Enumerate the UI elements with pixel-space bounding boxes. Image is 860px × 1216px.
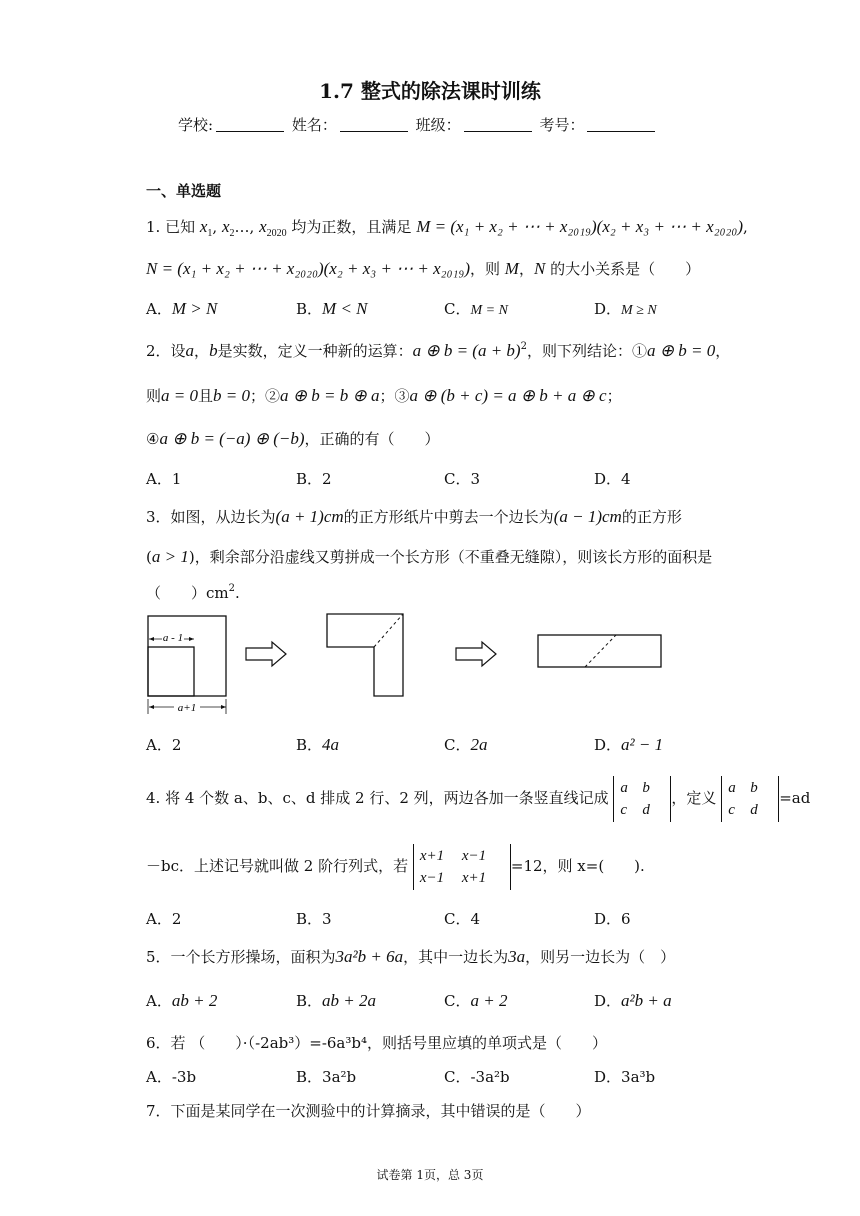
q4-determinant-notation: a b c d — [613, 776, 671, 822]
q4-option-b[interactable]: B．3 — [296, 910, 332, 928]
q1-n-expression: N = (x₁ + x₂ + ⋯ + x₂₀₂₀)(x₂ + x₃ + ⋯ + x₂₀₁₉) — [146, 259, 470, 278]
q1-option-b[interactable]: B．M < N — [296, 299, 368, 318]
class-blank[interactable] — [464, 116, 532, 132]
q3-option-d[interactable]: D．a² − 1 — [594, 735, 664, 754]
q2-option-c[interactable]: C．3 — [444, 470, 481, 488]
school-blank[interactable] — [216, 116, 284, 132]
q1-x2: $x_2$ — [221, 217, 235, 239]
q3-option-c[interactable]: C．2a — [444, 735, 488, 754]
arrow-icon — [246, 642, 286, 666]
name-blank[interactable] — [340, 116, 408, 132]
l-shape — [327, 614, 403, 696]
section-heading: 一、单选题 — [146, 182, 222, 200]
school-label: 学校: — [178, 116, 214, 134]
q2-option-d[interactable]: D．4 — [594, 470, 631, 488]
big-square — [148, 616, 226, 696]
q3-figure — [140, 610, 680, 720]
q4-line2: －bc．上述记号就叫做 2 阶行列式，若 x+1 x−1 x−1 x+1=12，则 x=( ). — [146, 844, 645, 890]
q6-option-c[interactable]: C．-3a²b — [444, 1068, 510, 1086]
q2-option-b[interactable]: B．2 — [296, 470, 332, 488]
q5-option-b[interactable]: B．ab + 2a — [296, 991, 377, 1010]
q1-text2: 均为正数，且满足 — [291, 218, 412, 236]
q5-option-a[interactable]: A．ab + 2 — [146, 991, 218, 1010]
q4-determinant-equation: x+1 x−1 x−1 x+1 — [413, 844, 511, 890]
class-label: 班级： — [415, 116, 461, 134]
student-info-line — [178, 114, 658, 135]
q6-option-d[interactable]: D．3a³b — [594, 1068, 656, 1086]
q1-line2: N = (x₁ + x₂ + ⋯ + x₂₀₂₀)(x₂ + x₃ + ⋯ + x₂₀₁₉)，则 M，N 的大小关系是（ ） — [146, 259, 701, 278]
q1-text: 1. 已知 — [146, 218, 196, 236]
q5-option-d[interactable]: D．a²b + a — [594, 991, 672, 1010]
q3-line3: （ ）$cm^2$. — [146, 583, 240, 602]
q2-line3: ④a ⊕ b = (−a) ⊕ (−b)，正确的有（ ） — [146, 429, 440, 448]
q1-question: 的大小关系是（ ） — [550, 260, 701, 278]
q4-option-d[interactable]: D．6 — [594, 910, 631, 928]
page-footer: 试卷第 1页，总 3页 — [376, 1168, 484, 1182]
arrow-icon — [456, 642, 496, 666]
q6-option-b[interactable]: B．3a²b — [296, 1068, 357, 1086]
q1-m-expression: M = (x₁ + x₂ + ⋯ + x₂₀₁₉)(x₂ + x₃ + ⋯ + x₂₀₂₀) — [416, 217, 744, 236]
q2-line1: 2．设a，b是实数，定义一种新的运算：a ⊕ $b = (a + b)^2$，则下列结论：①a ⊕ b = 0， — [146, 341, 731, 360]
page-title: 1.7 整式的除法课时训练 — [319, 79, 541, 103]
q5-line1: 5．一个长方形操场，面积为3a²b + 6a，其中一边长为3a，则另一边长为（ ） — [146, 947, 676, 966]
number-label: 考号： — [539, 116, 585, 134]
q4-line1: 4. 将 4 个数 a、b、c、d 排成 2 行、2 列，两边各加一条竖直线记成 a b c d，定义 a b c d=ad — [146, 776, 810, 822]
q2-option-a[interactable]: A．1 — [146, 470, 182, 488]
q3-line1: 3．如图，从边长为(a + 1)cm的正方形纸片中剪去一个边长为(a − 1)cm的正方形 — [146, 507, 682, 526]
q2-line2: 则a = 0且b = 0；②a ⊕ b = b ⊕ a；③a ⊕ (b + c) = a ⊕ b + a ⊕ c； — [146, 386, 622, 405]
q4-option-a[interactable]: A．2 — [146, 910, 182, 928]
q1-option-d[interactable]: D．M ≥ N — [594, 300, 657, 318]
q3-option-b[interactable]: B．4a — [296, 735, 340, 754]
q1-option-a[interactable]: A．M > N — [146, 299, 218, 318]
q1-x1: $x_1$ — [199, 217, 213, 239]
q7-line1: 7．下面是某同学在一次测验中的计算摘录，其中错误的是（ ） — [146, 1102, 591, 1120]
q1-line1: 1. 已知 $x_1$, $x_2\dots$, $x_{2020}$ 均为正数，且满足 M = (x₁ + x₂ + ⋯ + x₂₀₁₉)(x₂ + x₃ + ⋯ + x₂₀₂₀), — [146, 217, 748, 239]
q1-option-c[interactable]: C．M = N — [444, 300, 508, 318]
small-square — [148, 647, 194, 696]
number-blank[interactable] — [587, 116, 655, 132]
q6-option-a[interactable]: A．-3b — [146, 1068, 197, 1086]
q1-x2020: $x_{2020}$ — [259, 217, 287, 239]
result-rectangle — [538, 635, 661, 667]
q6-line1: 6．若 （ ）·（-2ab³）=-6a³b⁴，则括号里应填的单项式是（ ） — [146, 1034, 608, 1052]
q4-determinant-definition: a b c d — [721, 776, 779, 822]
q4-option-c[interactable]: C．4 — [444, 910, 481, 928]
name-label: 姓名： — [291, 116, 337, 134]
label-a-plus-1: a+1 — [177, 702, 197, 714]
q3-option-a[interactable]: A．2 — [146, 736, 182, 754]
q3-line2: (a > 1)，剩余部分沿虚线又剪拼成一个长方形（不重叠无缝隙），则该长方形的面积是 — [146, 547, 713, 566]
label-a-minus-1: a - 1 — [162, 632, 184, 644]
q5-option-c[interactable]: C．a + 2 — [444, 991, 508, 1010]
